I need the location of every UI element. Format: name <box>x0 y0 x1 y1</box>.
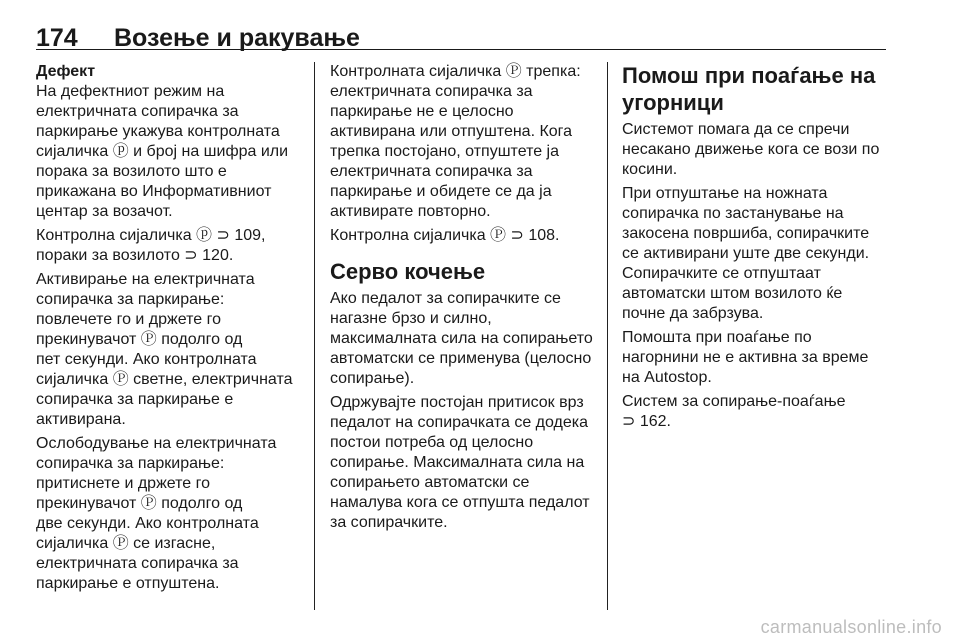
section-heading-servo-braking: Серво кочење <box>330 259 486 284</box>
column-divider <box>314 62 315 610</box>
chapter-title: Возење и ракување <box>114 24 360 52</box>
page-header <box>36 12 886 52</box>
paragraph: Системот помага да се спречи несакано движење кога се вози по косини. <box>622 121 880 178</box>
paragraph: Контролна сијаличка ⓟ ⊃ 109, пораки за возилото ⊃ 120. <box>36 227 266 264</box>
watermark: carmanualsonline.info <box>760 617 942 637</box>
paragraph: Ако педалот за сопирачките се нагазне брзо и силно, максималната сила на сопирањето автоматски се применува (целосно сопирање). <box>330 290 593 387</box>
page-number: 174 <box>36 24 78 52</box>
section-heading-defect: Дефект <box>36 63 96 80</box>
paragraph: Одржувајте постојан притисок врз педалот на сопирачката се додека постои потреба од целосно сопирање. Максималната сила на сопирањето автоматски се намалува кога се отпушта педалот за сопирачките. <box>330 394 590 531</box>
header-rule <box>36 49 886 50</box>
paragraph: Контролната сијаличка Ⓟ трепка: електричната сопирачка за паркирање не е целосно активирана или отпуштена. Кога трепка постојано, отпуштете ја електричната сопирачка за паркирање и обидете се да ја активирате повторно. <box>330 63 581 220</box>
paragraph: Помошта при поаѓање по нагорнини не е активна за време на Autostop. <box>622 329 869 386</box>
column-divider <box>607 62 608 610</box>
column-3 <box>622 62 897 436</box>
paragraph: Ослободување на електричната сопирачка за паркирање: притиснете и држете го прекинувачот Ⓟ подолго од две секунди. Ако контролната сијаличка Ⓟ се изгасне, електричната сопирачка за паркирање е отпуштена. <box>36 435 277 592</box>
paragraph: Систем за сопирање-поаѓање ⊃ 162. <box>622 393 846 430</box>
column-2 <box>330 62 600 537</box>
paragraph: При отпуштање на ножната сопирачка по застанување на закосена површиба, сопирачките се активирани уште две секунди. Сопирачките се отпуштаат автоматски штом возилото ќе почне да забрзува. <box>622 185 870 322</box>
paragraph: Контролна сијаличка Ⓟ ⊃ 108. <box>330 227 560 244</box>
paragraph: На дефектниот режим на електричната сопирачка за паркирање укажува контролната сијаличка ⓟ и број на шифра или порака за возилото што е прикажана во Информативниот центар за возачот. <box>36 83 289 220</box>
column-1 <box>36 62 306 598</box>
section-heading-hill-start-assist: Помош при поаѓање на угорници <box>622 63 876 115</box>
paragraph: Активирање на електричната сопирачка за паркирање: повлечете го и држете го прекинувачот Ⓟ подолго од пет секунди. Ако контролната сијаличка Ⓟ светне, електричната сопирачка за паркирање е активирана. <box>36 271 293 428</box>
